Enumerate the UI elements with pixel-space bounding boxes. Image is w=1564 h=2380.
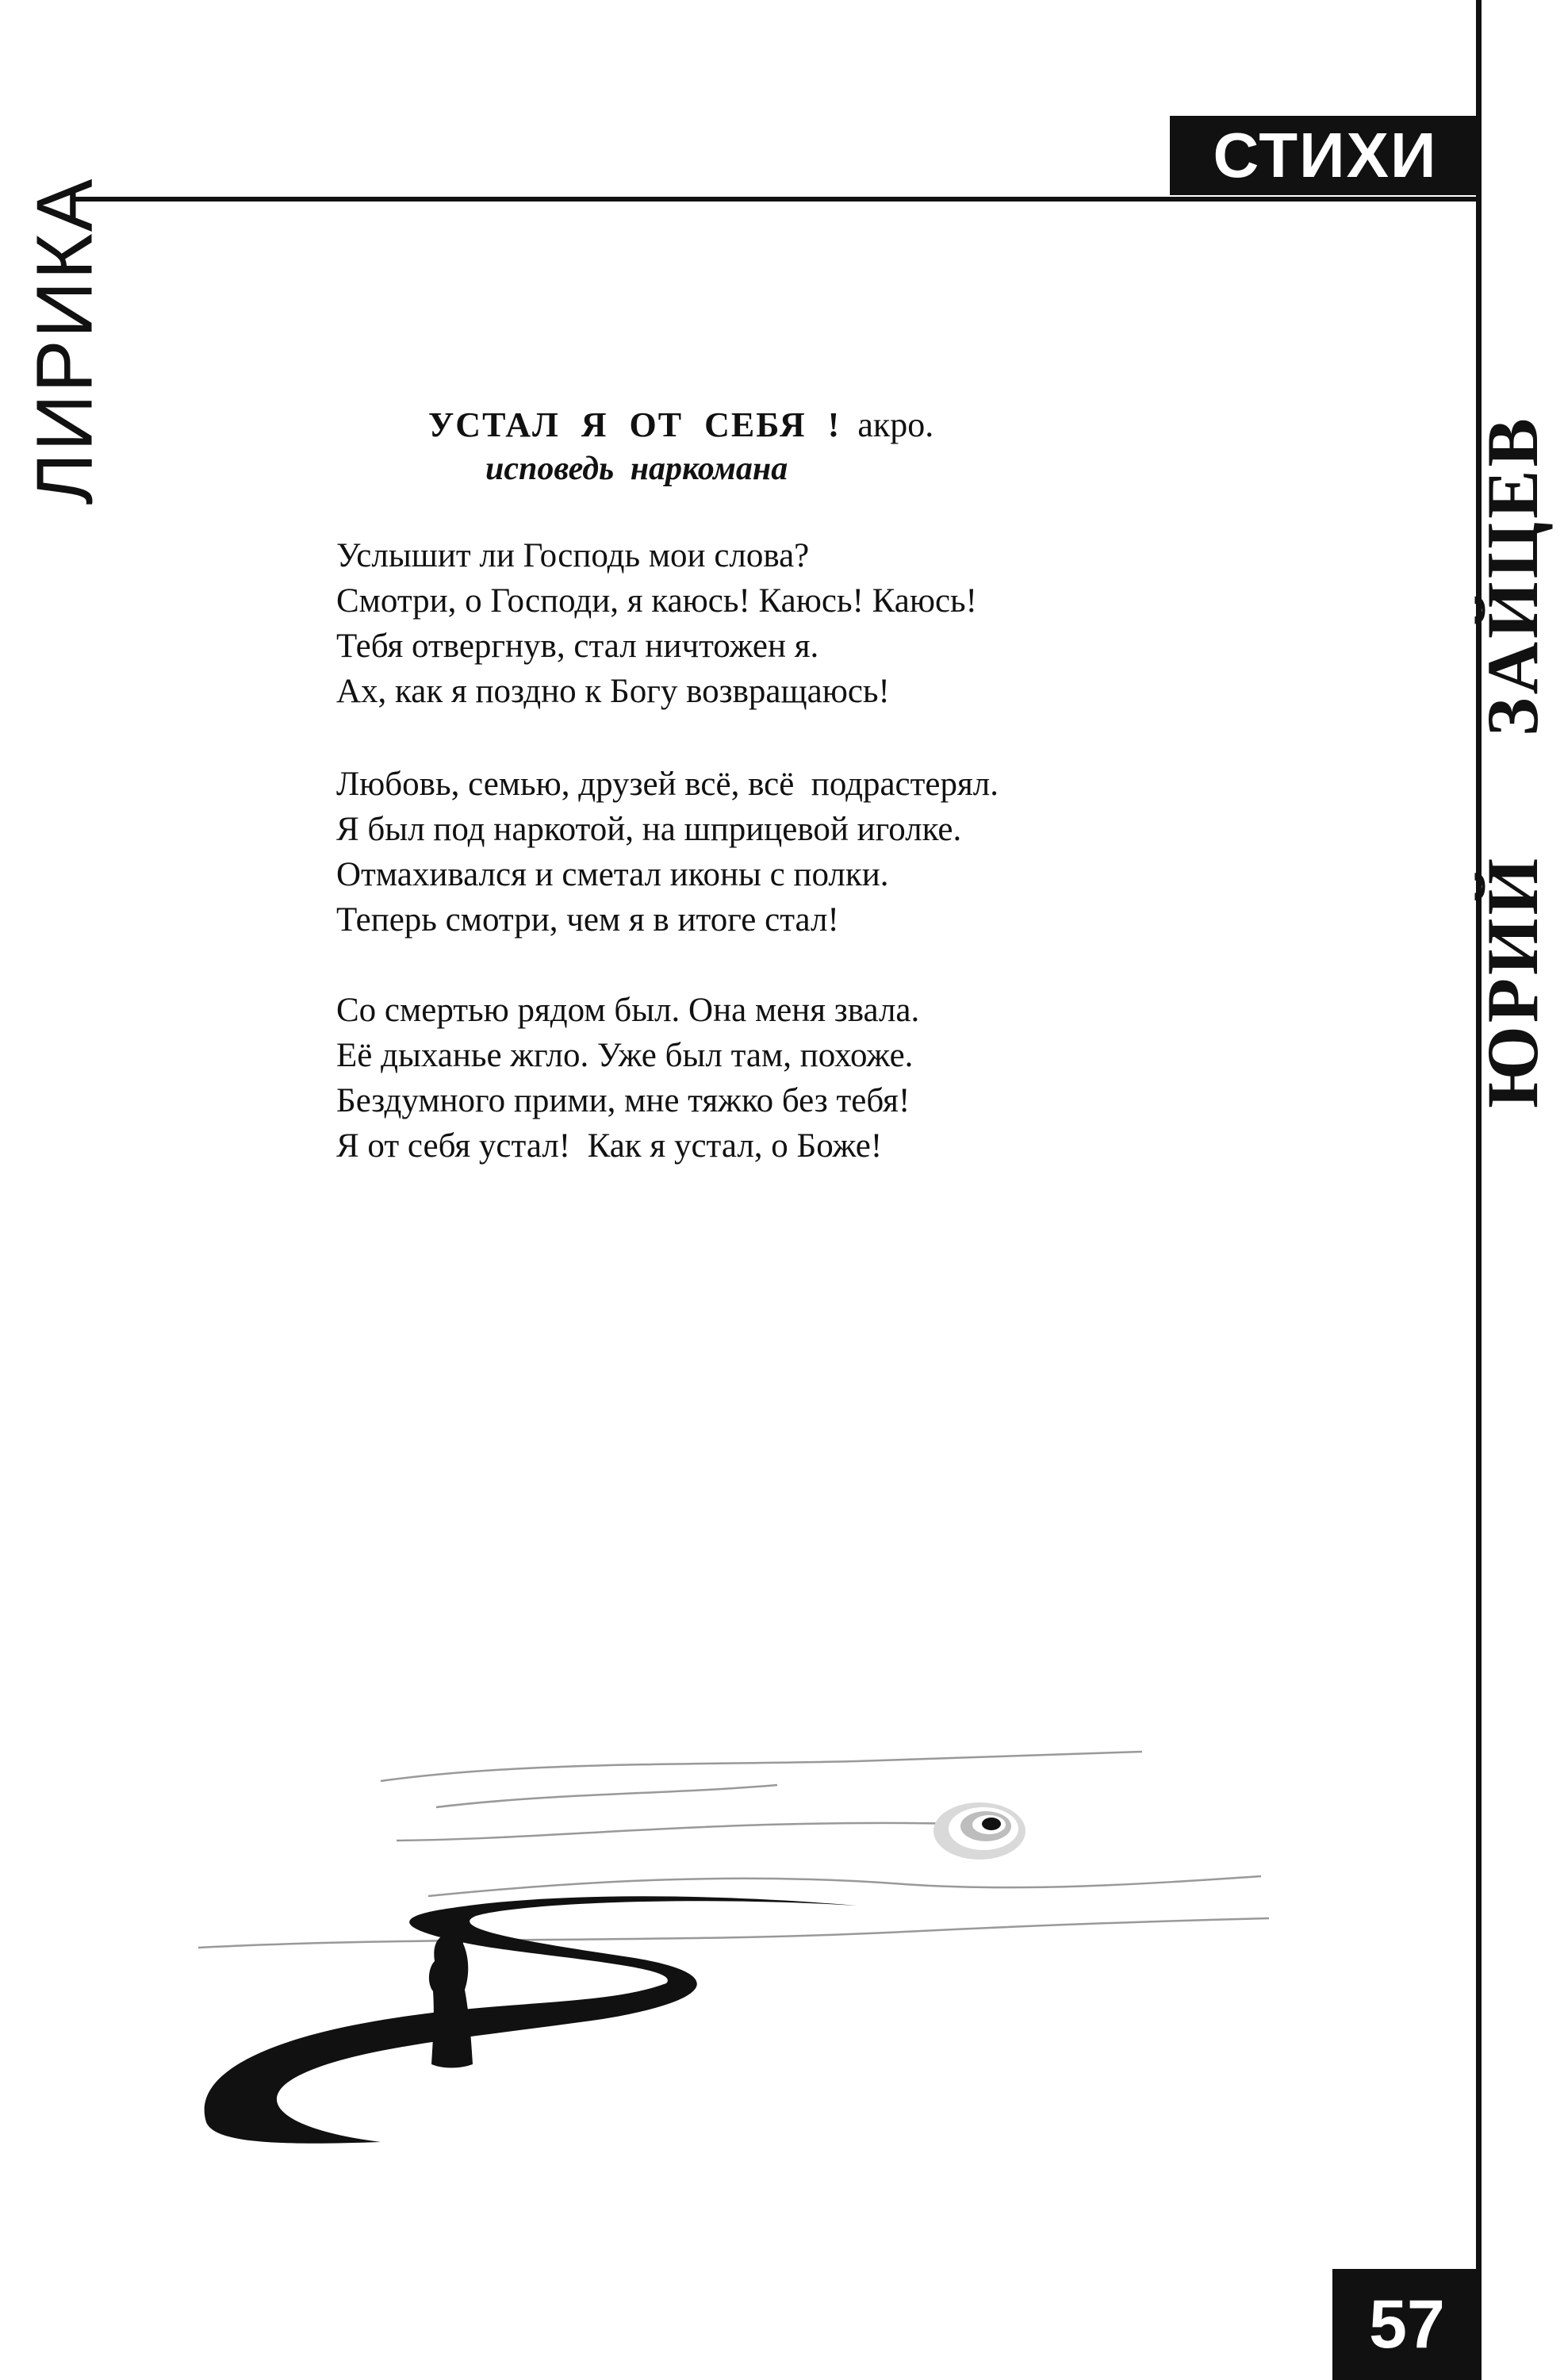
poem-line: Бездумного прими, мне тяжко без тебя!	[336, 1082, 910, 1119]
sky-line	[381, 1752, 1142, 1781]
section-label	[1170, 116, 1481, 195]
poem-line: Отмахивался и сметал иконы с полки.	[336, 856, 889, 893]
road-landscape-illustration	[190, 1706, 1332, 2150]
sky-line	[428, 1876, 1261, 1896]
poem-title: УСТАЛ Я ОТ СЕБЯ !	[428, 405, 841, 444]
poem-line: Её дыханье жгло. Уже был там, похоже.	[336, 1037, 914, 1074]
section-label-text: СТИХИ	[1213, 120, 1438, 190]
sky-line	[397, 1823, 999, 1841]
spiral-sun-icon	[933, 1802, 1025, 1860]
poem-stanza	[336, 762, 999, 942]
poem-line: Я от себя устал! Как я устал, о Боже!	[336, 1127, 883, 1165]
poem-title-line	[428, 405, 933, 445]
top-horizontal-rule	[75, 197, 1482, 202]
poem-line: Ах, как я поздно к Богу возвращаюсь!	[336, 673, 890, 710]
sky-line	[436, 1785, 777, 1807]
poem-line: Со смертью рядом был. Она меня звала.	[336, 992, 920, 1029]
poem-line: Услышит ли Господь мои слова?	[336, 537, 810, 574]
page-number: 57	[1369, 2286, 1445, 2363]
poem-subtitle: исповедь наркомана	[485, 451, 788, 487]
winding-road	[205, 1896, 857, 2143]
author-name	[1470, 415, 1554, 1108]
horizon-line	[198, 1918, 1269, 1948]
page-number-box	[1332, 2269, 1482, 2380]
poem-line: Смотри, о Господи, я каюсь! Каюсь! Каюсь!	[336, 582, 977, 620]
poem-line: Любовь, семью, друзей всё, всё подрастерял.	[336, 766, 999, 803]
poem-line: Теперь смотри, чем я в итоге стал!	[336, 901, 839, 939]
author-last-name: ЗАЙЦЕВ	[1472, 415, 1553, 736]
poem-stanza	[336, 988, 919, 1169]
poem-stanza	[336, 533, 977, 714]
author-first-name: ЮРИЙ	[1472, 854, 1553, 1108]
genre-heading: ЛИРИКА	[20, 177, 109, 505]
right-vertical-rule	[1476, 0, 1482, 2380]
poem-line: Тебя отвергнув, стал ничтожен я.	[336, 628, 819, 665]
standing-figure	[429, 1933, 473, 2068]
poem-line: Я был под наркотой, на шприцевой иголке.	[336, 811, 962, 848]
poem-tag: акро.	[857, 405, 934, 444]
